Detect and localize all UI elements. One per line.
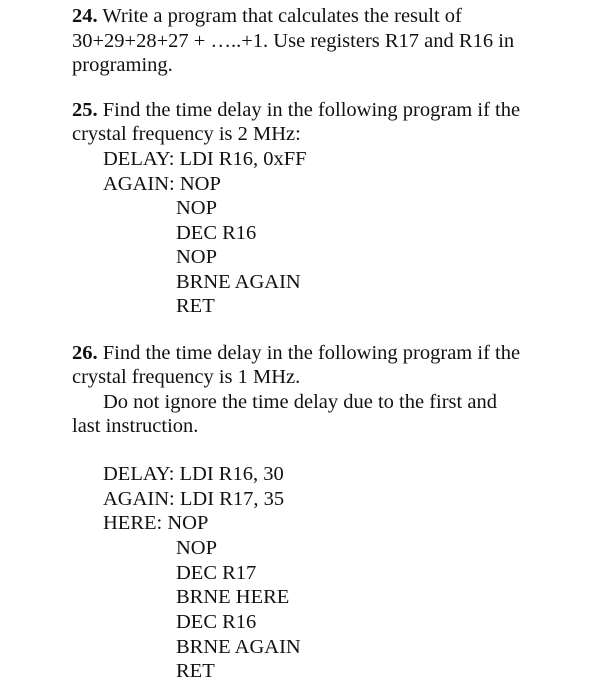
q25-code-line: DEC R16	[176, 222, 257, 244]
q26-code-line: RET	[176, 660, 215, 682]
q26-code-line: DEC R17	[176, 562, 257, 584]
q25-text-2: crystal frequency is 2 MHz:	[72, 123, 301, 145]
q26-code-line: AGAIN: LDI R17, 35	[103, 488, 285, 510]
q24-text-2: 30+29+28+27 + …..+1. Use registers R17 and R16 in	[72, 30, 515, 52]
q24-number: 24.	[72, 5, 98, 27]
q25-code-line: NOP	[176, 246, 218, 268]
q25-code-line: BRNE AGAIN	[176, 271, 301, 293]
q26-code-line: BRNE HERE	[176, 586, 290, 608]
q26-text-3: Do not ignore the time delay due to the first and	[103, 391, 497, 413]
q25-number: 25.	[72, 99, 98, 121]
q26-text-1: Find the time delay in the following program if the	[102, 342, 521, 364]
q24-text-3: programing.	[72, 54, 173, 76]
q24-text-1: Write a program that calculates the result of	[102, 5, 462, 27]
q25-text-1: Find the time delay in the following program if the	[102, 99, 521, 121]
q25-code-line: RET	[176, 295, 215, 317]
q26-line-1	[72, 341, 520, 365]
q26-number: 26.	[72, 342, 98, 364]
q25-code-line: NOP	[176, 197, 218, 219]
q25-code-line: AGAIN: NOP	[103, 173, 221, 195]
q26-code-line: DELAY: LDI R16, 30	[103, 463, 284, 485]
q25-code-line: DELAY: LDI R16, 0xFF	[103, 148, 307, 170]
q26-code-line: DEC R16	[176, 611, 257, 633]
q26-code-line: BRNE AGAIN	[176, 636, 301, 658]
q26-code-line: NOP	[176, 537, 218, 559]
q26-text-4: last instruction.	[72, 415, 199, 437]
q26-text-2: crystal frequency is 1 MHz.	[72, 366, 301, 388]
q26-code-line: HERE: NOP	[103, 512, 209, 534]
q25-line-1	[72, 98, 520, 122]
q24-line-1	[72, 4, 462, 28]
